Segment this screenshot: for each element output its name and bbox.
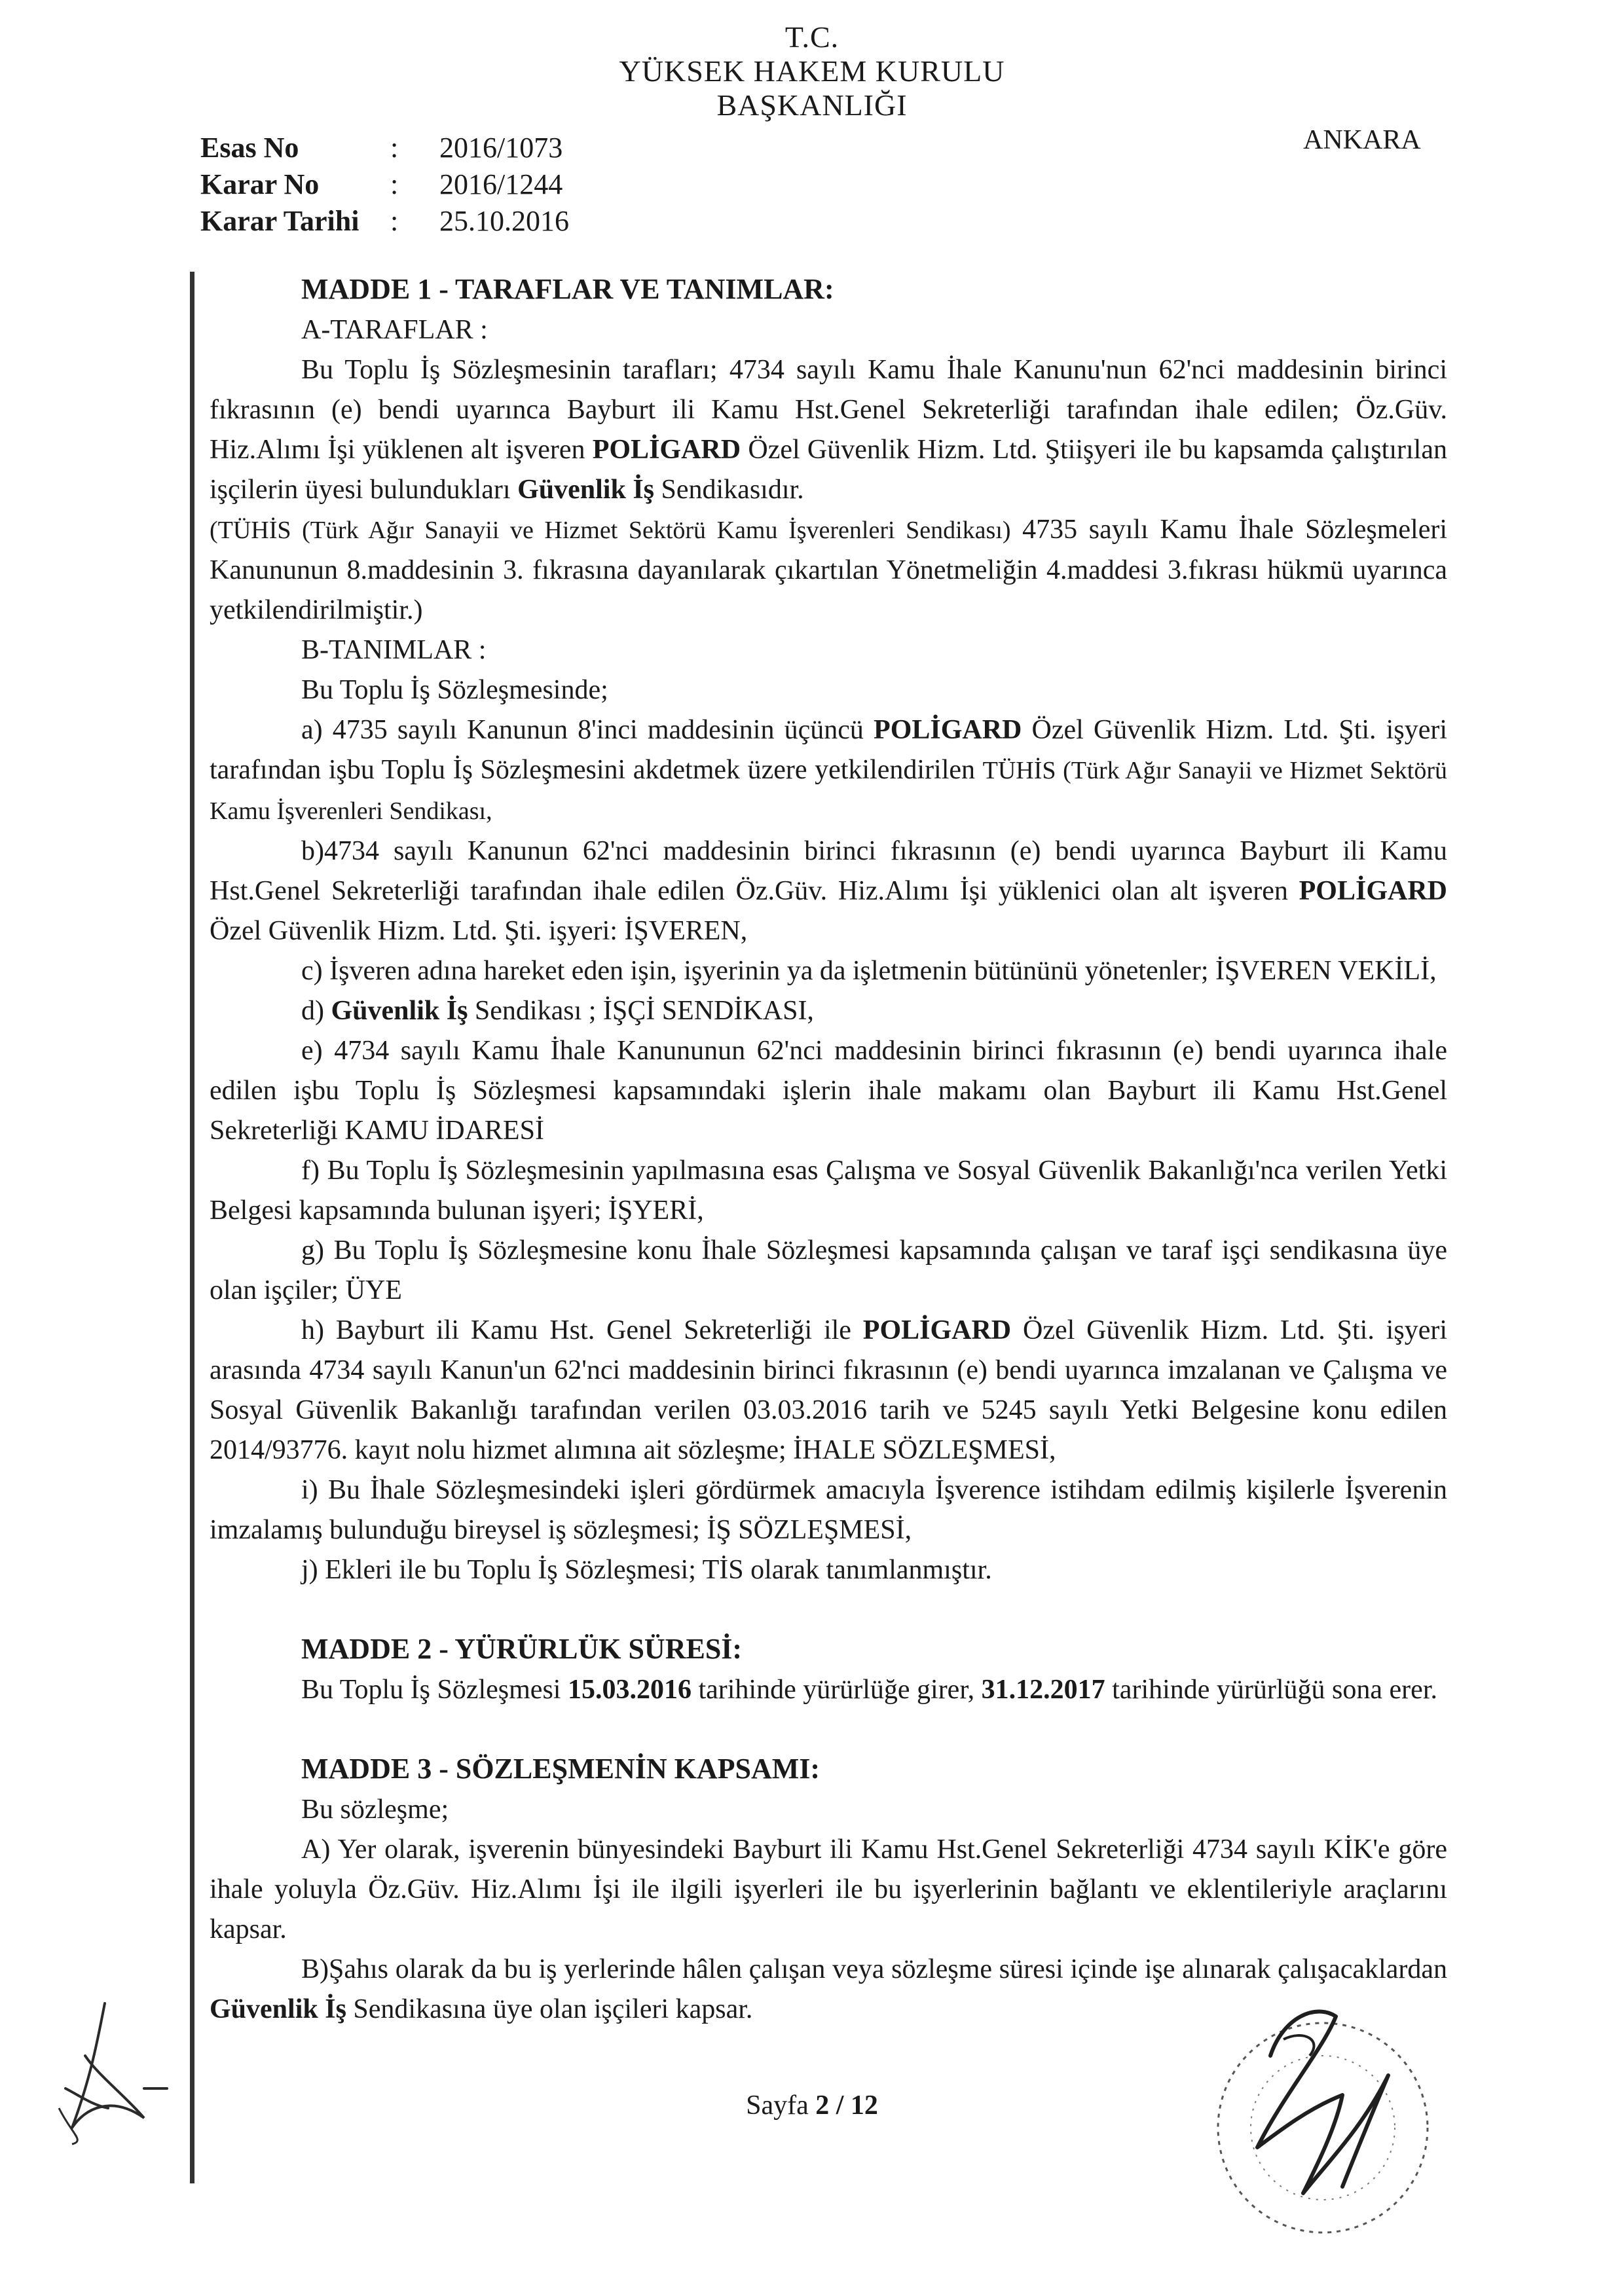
taraflar-heading: A-TARAFLAR :	[301, 315, 488, 345]
text-run: 4735 sayılı Kamu İhale Sözleşmeleri Kanununun 8.maddesinin 3. fıkrasına dayanılarak çıkartılan Yönetmeliğin 4.maddesi 3.fıkrası hükmü uyarınca yetkilendirilmiştir.)	[210, 515, 1447, 625]
header-tc: T.C.	[784, 20, 840, 54]
page-prefix: Sayfa	[746, 2090, 816, 2121]
text-run: d)	[301, 996, 331, 1026]
meta-label: Karar No	[200, 168, 320, 200]
madde2-heading: MADDE 2 - YÜRÜRLÜK SÜRESİ:	[301, 1633, 743, 1665]
text-run: Sendikasıdır.	[654, 475, 804, 505]
definition-a	[210, 710, 1447, 831]
definition-e: e) 4734 sayılı Kamu İhale Kanununun 62'nci maddesinin birinci fıkrasının (e) bendi uyarınca ihale edilen işbu Toplu İş Sözleşmesi kapsamındaki işlerin ihale makamı olan Bayburt ili Kamu Hst.Genel Sekreterliği KAMU İDARESİ	[210, 1036, 1447, 1146]
tanimlar-intro: Bu Toplu İş Sözleşmesinde;	[301, 675, 608, 705]
margin-rule	[190, 272, 194, 2183]
header-presidency: BAŞKANLIĞI	[716, 88, 908, 122]
header-city: ANKARA	[1303, 125, 1421, 155]
text-run: a) 4735 sayılı Kanunun 8'inci maddesinin üçüncü	[301, 715, 874, 745]
company-name: POLİGARD	[1299, 876, 1447, 906]
definition-d	[210, 991, 1447, 1031]
meta-value: 2016/1244	[439, 168, 563, 200]
text-run: Özel Güvenlik Hizm. Ltd. Şti. işyeri: İŞVEREN,	[210, 916, 748, 946]
company-name: POLİGARD	[592, 435, 741, 465]
text-run: Özel Güvenlik Hizm. Ltd. Şti. işyeri tarafından işbu Toplu İş Sözleşmesini akdetmek üzere yetkilendirilen	[210, 715, 1447, 785]
union-name: Güvenlik İş	[331, 996, 468, 1026]
signature-stamp-icon	[1172, 1977, 1447, 2252]
text-run: tarihinde yürürlüğe girer,	[691, 1675, 982, 1705]
text-run: tarihinde yürürlüğü sona erer.	[1105, 1675, 1437, 1705]
meta-value: 25.10.2016	[439, 205, 569, 237]
definition-h	[210, 1311, 1447, 1470]
text-run: h) Bayburt ili Kamu Hst. Genel Sekreterliği ile	[301, 1315, 863, 1345]
company-name: POLİGARD	[874, 715, 1022, 745]
tuhis-paragraph	[210, 510, 1447, 630]
text-run: Sendikasına üye olan işçileri kapsar.	[346, 1994, 753, 2024]
company-name: POLİGARD	[862, 1315, 1012, 1345]
meta-colon: :	[390, 168, 399, 200]
text-run: Sendikası ; İŞÇİ SENDİKASI,	[468, 996, 814, 1026]
definition-c: c) İşveren adına hareket eden işin, işyerinin ya da işletmenin bütününü yönetenler; İŞVEREN VEKİLİ,	[301, 956, 1437, 986]
madde3-intro: Bu sözleşme;	[301, 1795, 449, 1825]
text-run: Özel Güvenlik Hizm. Ltd. Ştiişyeri ile bu kapsamda çalıştırılan işçilerin üyesi bulundukları	[210, 435, 1447, 505]
madde1-heading: MADDE 1 - TARAFLAR VE TANIMLAR:	[301, 273, 834, 305]
madde3-heading: MADDE 3 - SÖZLEŞMENİN KAPSAMI:	[301, 1753, 821, 1785]
document-body	[210, 268, 1447, 2030]
meta-label: Karar Tarihi	[200, 205, 360, 237]
union-name: Güvenlik İş	[517, 475, 655, 505]
union-name: Güvenlik İş	[210, 1994, 346, 2024]
text-run: B)Şahıs olarak da bu iş yerlerinde hâlen çalışan veya sözleşme süresi içinde işe alınarak çalışacaklardan	[301, 1954, 1447, 1984]
text-run: Bu Toplu İş Sözleşmesi	[301, 1675, 568, 1705]
meta-value: 2016/1073	[439, 132, 563, 164]
madde2-paragraph	[210, 1670, 1447, 1710]
meta-label: Esas No	[200, 132, 299, 164]
taraflar-paragraph	[210, 350, 1447, 510]
page-count: 2 / 12	[815, 2090, 878, 2121]
meta-colon: :	[390, 205, 399, 237]
section-gap	[210, 1710, 1447, 1748]
signature-left-icon	[46, 1997, 170, 2147]
end-date: 31.12.2017	[981, 1675, 1105, 1705]
text-run: Özel Güvenlik Hizm. Ltd. Şti. işyeri arasında 4734 sayılı Kanun'un 62'nci maddesinin birinci fıkrasının (e) bendi uyarınca imzalanan ve Çalışma ve Sosyal Güvenlik Bakanlığı tarafından verilen 03.03.2016 tarih ve 5245 sayılı Yetki Belgesine konu edilen 2014/93776. kayıt nolu hizmet alımına ait sözleşme; İHALE SÖZLEŞMESİ,	[210, 1315, 1447, 1465]
text-run: Bu Toplu İş Sözleşmesinin tarafları; 4734 sayılı Kamu İhale Kanunu'nun 62'nci maddesinin birinci fıkrasının (e) bendi uyarınca Bayburt ili Kamu Hst.Genel Sekreterliği tarafından ihale edilen; Öz.Güv. Hiz.Alımı İşi yüklenen alt işveren	[210, 355, 1447, 465]
definition-g: g) Bu Toplu İş Sözleşmesine konu İhale Sözleşmesi kapsamında çalışan ve taraf işçi sendikasına üye olan işçiler; ÜYE	[210, 1235, 1447, 1305]
header-institution: YÜKSEK HAKEM KURULU	[619, 54, 1005, 88]
text-run: TÜHİS (Türk Ağır Sanayii ve Hizmet Sektörü Kamu İşverenleri Sendikası,	[210, 757, 1447, 825]
meta-colon: :	[390, 132, 399, 164]
scope-a: A) Yer olarak, işverenin bünyesindeki Bayburt ili Kamu Hst.Genel Sekreterliği 4734 sayılı KİK'e göre ihale yoluyla Öz.Güv. Hiz.Alımı İşi ile ilgili işyerleri ile bu işyerlerinin bağlantı ve eklentileriyle araçlarını kapsar.	[210, 1834, 1447, 1944]
definition-j: j) Ekleri ile bu Toplu İş Sözleşmesi; TİS olarak tanımlanmıştır.	[301, 1555, 992, 1585]
text-run: (TÜHİS (Türk Ağır Sanayii ve Hizmet Sektörü Kamu İşverenleri Sendikası)	[210, 517, 1011, 544]
definition-i: i) Bu İhale Sözleşmesindeki işleri gördürmek amacıyla İşverence istihdam edilmiş kişilerle İşverenin imzalamış bulunduğu bireysel iş sözleşmesi; İŞ SÖZLEŞMESİ,	[210, 1475, 1447, 1545]
text-run: b)4734 sayılı Kanunun 62'nci maddesinin birinci fıkrasının (e) bendi uyarınca Bayburt ili Kamu Hst.Genel Sekreterliği tarafından ihale edilen Öz.Güv. Hiz.Alımı İşi yüklenici olan alt işveren	[210, 836, 1447, 906]
definition-f: f) Bu Toplu İş Sözleşmesinin yapılmasına esas Çalışma ve Sosyal Güvenlik Bakanlığı'nca verilen Yetki Belgesi kapsamında bulunan işyeri; İŞYERİ,	[210, 1156, 1447, 1226]
section-gap	[210, 1590, 1447, 1628]
definition-b	[210, 831, 1447, 951]
tanimlar-heading: B-TANIMLAR :	[301, 635, 487, 665]
start-date: 15.03.2016	[567, 1675, 692, 1705]
